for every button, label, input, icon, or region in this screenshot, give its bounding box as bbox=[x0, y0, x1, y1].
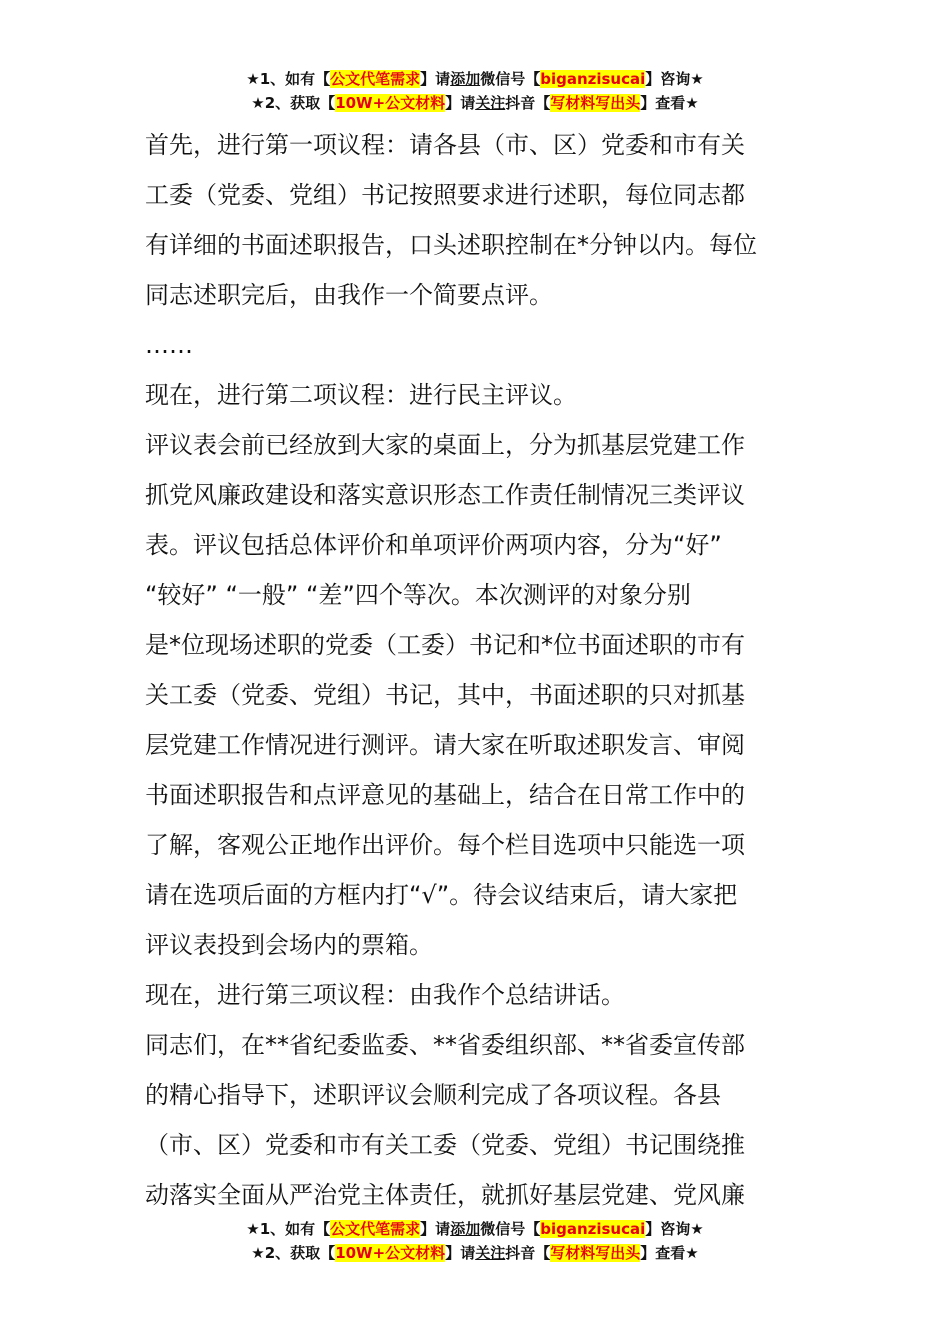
highlight-wechat-id: biganzisucai bbox=[540, 70, 646, 88]
highlight-douyin: 写材料写出头 bbox=[550, 1244, 641, 1262]
top-banner bbox=[0, 67, 950, 115]
text-line: 抓党风廉政建设和落实意识形态工作责任制情况三类评议 bbox=[145, 481, 745, 509]
star-icon: ★ bbox=[246, 1220, 260, 1238]
text-line: 有详细的书面述职报告，口头述职控制在*分钟以内。每位 bbox=[145, 231, 757, 259]
highlight-writing-service: 公文代笔需求 bbox=[330, 70, 421, 88]
text-line: 书面述职报告和点评意见的基础上，结合在日常工作中的 bbox=[145, 781, 745, 809]
text-line: 现在，进行第二项议程：进行民主评议。 bbox=[145, 381, 577, 409]
text-line: 工委（党委、党组）书记按照要求进行述职，每位同志都 bbox=[145, 181, 745, 209]
text-line: 是*位现场述职的党委（工委）书记和*位书面述职的市有 bbox=[145, 631, 745, 659]
highlight-wechat-id: biganzisucai bbox=[540, 1220, 646, 1238]
banner-line-1: ★1、如有【公文代笔需求】请添加微信号【biganzisucai】咨询★ bbox=[246, 1220, 704, 1238]
highlight-materials: 10W+公文材料 bbox=[335, 94, 446, 112]
text-line: …… bbox=[145, 331, 193, 359]
text-line: 的精心指导下，述职评议会顺利完成了各项议程。各县 bbox=[145, 1081, 721, 1109]
text-line: 现在，进行第三项议程：由我作个总结讲话。 bbox=[145, 981, 625, 1009]
text-line: （市、区）党委和市有关工委（党委、党组）书记围绕推 bbox=[145, 1131, 745, 1159]
text-line: 层党建工作情况进行测评。请大家在听取述职发言、审阅 bbox=[145, 731, 745, 759]
text-line: 评议表投到会场内的票箱。 bbox=[145, 931, 433, 959]
text-line: 了解，客观公正地作出评价。每个栏目选项中只能选一项 bbox=[145, 831, 745, 859]
text-line: 请在选项后面的方框内打“√”。待会议结束后，请大家把 bbox=[145, 881, 738, 909]
star-icon: ★ bbox=[246, 70, 260, 88]
text-line: 评议表会前已经放到大家的桌面上，分为抓基层党建工作 bbox=[145, 431, 745, 459]
highlight-materials: 10W+公文材料 bbox=[335, 1244, 446, 1262]
text-line: 表。评议包括总体评价和单项评价两项内容，分为“好” bbox=[145, 531, 722, 559]
text-line: 首先，进行第一项议程：请各县（市、区）党委和市有关 bbox=[145, 131, 745, 159]
banner-line-2: ★2、获取【10W+公文材料】请关注抖音【写材料写出头】查看★ bbox=[251, 1244, 699, 1262]
highlight-writing-service: 公文代笔需求 bbox=[330, 1220, 421, 1238]
text-line: 关工委（党委、党组）书记，其中，书面述职的只对抓基 bbox=[145, 681, 745, 709]
banner-line-2: ★2、获取【10W+公文材料】请关注抖音【写材料写出头】查看★ bbox=[251, 94, 699, 112]
highlight-douyin: 写材料写出头 bbox=[550, 94, 641, 112]
text-line: 同志述职完后，由我作一个简要点评。 bbox=[145, 281, 553, 309]
star-icon: ★ bbox=[251, 94, 265, 112]
document-body bbox=[145, 120, 807, 1220]
bottom-banner bbox=[0, 1217, 950, 1265]
text-line: 同志们，在**省纪委监委、**省委组织部、**省委宣传部 bbox=[145, 1031, 745, 1059]
text-line: 动落实全面从严治党主体责任，就抓好基层党建、党风廉 bbox=[145, 1181, 745, 1209]
text-line: “较好” “一般” “差”四个等次。本次测评的对象分别 bbox=[145, 581, 691, 609]
star-icon: ★ bbox=[251, 1244, 265, 1262]
banner-line-1: ★1、如有【公文代笔需求】请添加微信号【biganzisucai】咨询★ bbox=[246, 70, 704, 88]
